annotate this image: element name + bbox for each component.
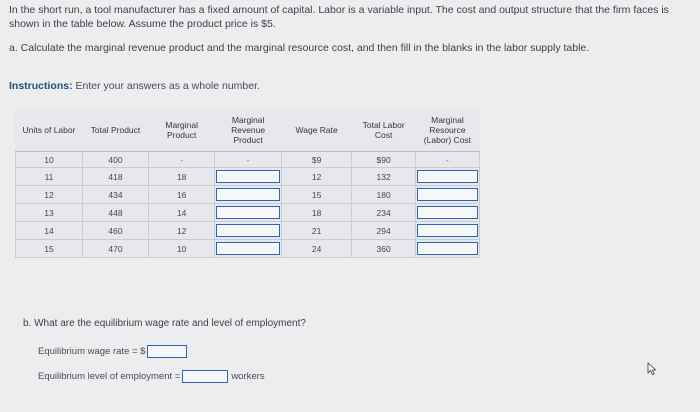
mrc-input-13[interactable]: [417, 206, 478, 219]
cell-mrc: -: [415, 152, 479, 168]
cell-total-labor-cost: 180: [352, 186, 415, 204]
mrc-input-11[interactable]: [417, 170, 478, 183]
cell-marginal-product: 16: [148, 186, 214, 204]
cell-units: 15: [16, 240, 83, 258]
instructions-text: Enter your answers as a whole number.: [72, 80, 260, 92]
table-header-row: [16, 108, 480, 152]
equilibrium-wage-row: [38, 345, 187, 358]
cell-marginal-product: 12: [148, 222, 214, 240]
mrp-input-15[interactable]: [216, 242, 280, 255]
equilibrium-employment-row: [38, 370, 265, 383]
header-total-product: Total Product: [82, 108, 148, 152]
equilibrium-wage-input[interactable]: [147, 345, 187, 358]
header-total-labor-cost: Total Labor Cost: [352, 108, 415, 152]
cell-total-product: 400: [82, 152, 148, 168]
cell-marginal-product: -: [148, 152, 214, 168]
table-row: [16, 204, 480, 222]
equilibrium-employment-input[interactable]: [182, 370, 228, 383]
cell-total-labor-cost: $90: [352, 152, 415, 168]
table-row: [16, 152, 480, 168]
table-row: [16, 168, 480, 186]
cell-units: 13: [16, 204, 83, 222]
workers-suffix: workers: [231, 371, 265, 382]
mrp-input-14[interactable]: [216, 224, 280, 237]
cell-units: 14: [16, 222, 83, 240]
mrp-input-13[interactable]: [216, 206, 280, 219]
cell-units: 11: [16, 168, 83, 186]
cell-total-product: 418: [82, 168, 148, 186]
cell-marginal-product: 18: [148, 168, 214, 186]
mrp-input-12[interactable]: [216, 188, 280, 201]
problem-intro: In the short run, a tool manufacturer has a fixed amount of capital. Labor is a variable input. The cost and output structure that the firm faces is shown in the table below. Assume the product price is $5.: [9, 4, 669, 30]
cell-wage: 15: [281, 186, 352, 204]
cell-marginal-product: 14: [148, 204, 214, 222]
cell-total-product: 434: [82, 186, 148, 204]
part-b-prompt: b. What are the equilibrium wage rate and level of employment?: [23, 318, 306, 329]
cell-total-labor-cost: 360: [352, 240, 415, 258]
cell-units: 10: [16, 152, 83, 168]
header-mrc: Marginal Resource (Labor) Cost: [415, 108, 479, 152]
cell-total-labor-cost: 132: [352, 168, 415, 186]
table-row: [16, 222, 480, 240]
cell-wage: 24: [281, 240, 352, 258]
table-row: [16, 240, 480, 258]
cell-total-labor-cost: 234: [352, 204, 415, 222]
part-a-prompt: a. Calculate the marginal revenue product and the marginal resource cost, and then fill in the blanks in the labor supply table.: [9, 42, 590, 54]
cell-total-product: 448: [82, 204, 148, 222]
mrc-input-12[interactable]: [417, 188, 478, 201]
instructions: [9, 80, 260, 92]
instructions-label: Instructions:: [9, 80, 73, 92]
mrc-input-15[interactable]: [417, 242, 478, 255]
mrp-input-11[interactable]: [216, 170, 280, 183]
table-row: [16, 186, 480, 204]
header-wage: Wage Rate: [281, 108, 352, 152]
labor-table: [15, 108, 480, 258]
equilibrium-wage-label: Equilibrium wage rate = $: [38, 346, 146, 357]
cell-marginal-product: 10: [148, 240, 214, 258]
cell-total-product: 460: [82, 222, 148, 240]
header-mrp: Marginal Revenue Product: [215, 108, 282, 152]
cell-units: 12: [16, 186, 83, 204]
header-marginal-product: Marginal Product: [148, 108, 214, 152]
mouse-cursor-icon: [647, 362, 659, 376]
mrc-input-14[interactable]: [417, 224, 478, 237]
cell-mrp: -: [215, 152, 282, 168]
cell-wage: 21: [281, 222, 352, 240]
cell-wage: 12: [281, 168, 352, 186]
cell-wage: $9: [281, 152, 352, 168]
cell-total-product: 470: [82, 240, 148, 258]
header-units: Units of Labor: [16, 108, 83, 152]
equilibrium-employment-label: Equilibrium level of employment =: [38, 371, 181, 382]
cell-wage: 18: [281, 204, 352, 222]
cell-total-labor-cost: 294: [352, 222, 415, 240]
